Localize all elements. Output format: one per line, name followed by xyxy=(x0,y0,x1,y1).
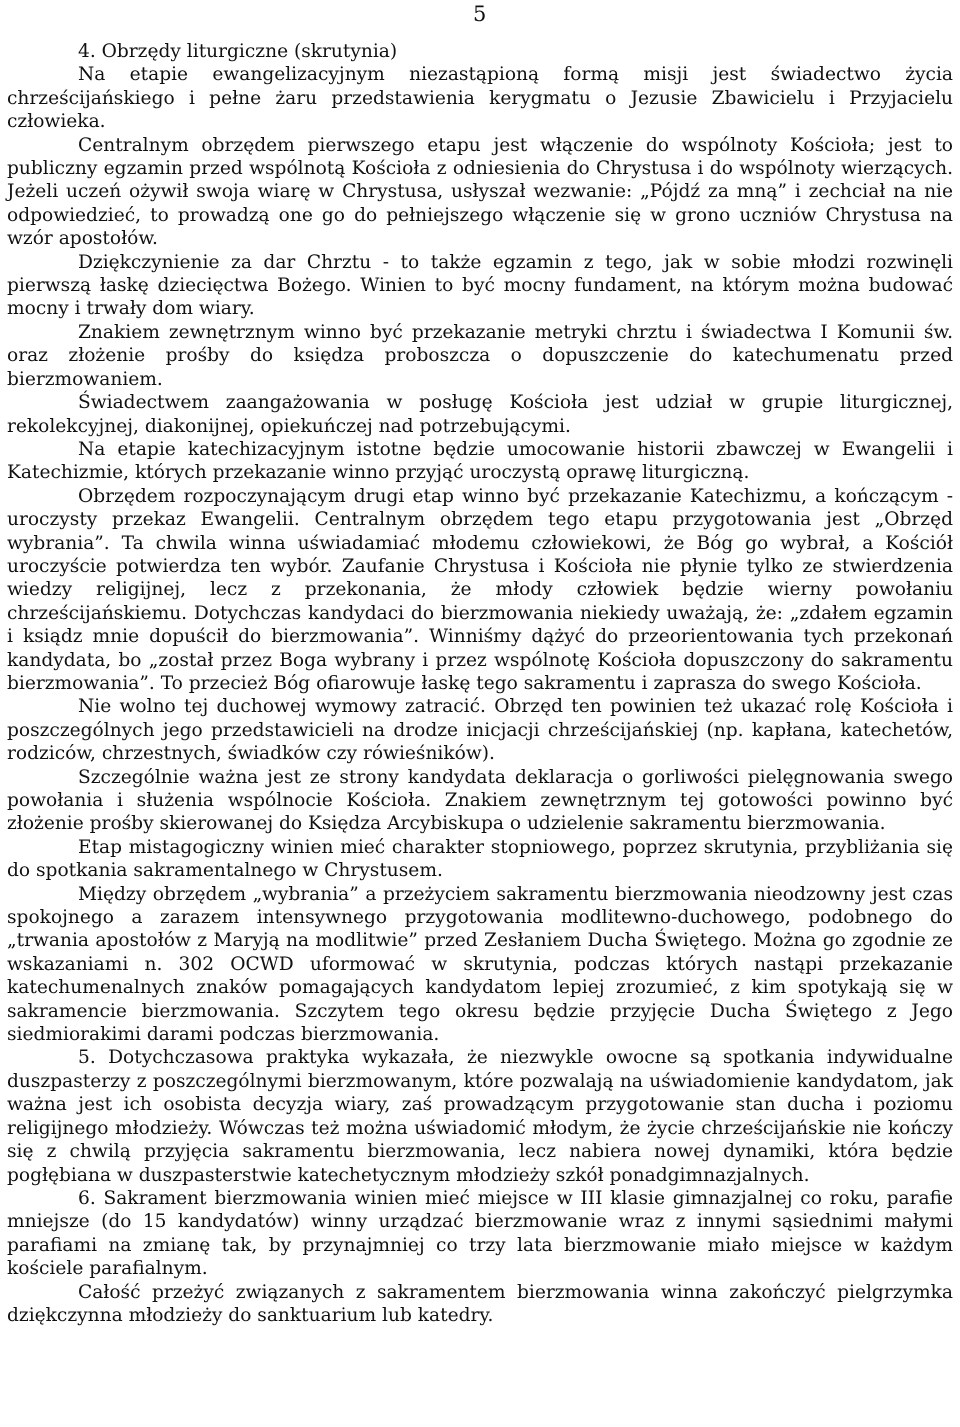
paragraph: Świadectwem zaangażowania w posługę Kościoła jest udział w grupie liturgicznej, rekolekcyjnej, diakonijnej, opiekuńczej nad potrzebującymi. xyxy=(7,392,953,437)
paragraph: Dziękczynienie za dar Chrztu - to także egzamin z tego, jak w sobie młodzi rozwinęli pierwszą łaskę dziecięctwa Bożego. Winien to być mocny fundament, na którym można budować mocny i trwały dom wiary. xyxy=(7,251,953,320)
paragraph-section-6: 6. Sakrament bierzmowania winien mieć miejsce w III klasie gimnazjalnej co roku, parafie mniejsze (do 15 kandydatów) winny urządzać bierzmowanie wraz z innymi sąsiednimi małymi parafiami na zmianę tak, by przynajmniej co trzy lata bierzmowanie miało miejsce w każdym kościele parafialnym. xyxy=(7,1187,953,1280)
paragraph-section-5: 5. Dotychczasowa praktyka wykazała, że niezwykle owocne są spotkania indywidualne duszpasterzy z poszczególnymi bierzmowanym, które pozwalają na uświadomienie kandydatom, jak ważna jest ich osobista decyzja wiary, zaś prowadzącym przygotowanie stan ducha i poziomu religijnego młodzieży. Wówczas też można uświadomić młodym, że życie chrześcijańskie nie kończy się z chwilą przyjęcia sakramentu bierzmowania, lecz nabiera nowej dynamiki, która będzie pogłębiana w duszpasterstwie katechetycznym młodzieży szkół ponadgimnazjalnych. xyxy=(7,1047,953,1186)
paragraph: Nie wolno tej duchowej wymowy zatracić. Obrzęd ten powinien też ukazać rolę Kościoła i poszczególnych jego przedstawicieli na drodze inicjacji chrześcijańskiej (np. kapłana, katechetów, rodziców, chrzestnych, świadków czy rówieśników). xyxy=(7,696,953,765)
paragraph: Na etapie ewangelizacyjnym niezastąpioną formą misji jest świadectwo życia chrześcijańskiego i pełne żaru przedstawienia kerygmatu o Jezusie Zbawicielu i Przyjacielu człowieka. xyxy=(7,64,953,133)
paragraph: Centralnym obrzędem pierwszego etapu jest włączenie do wspólnoty Kościoła; jest to publiczny egzamin przed wspólnotą Kościoła z odniesienia do Chrystusa i do wspólnoty wierzących. Jeżeli uczeń ożywił swoja wiarę w Chrystusa, usłyszał wezwanie: „Pójdź za mną” i zechciał na nie odpowiedzieć, to prowadzą one go do pełniejszego włączenie się w grono uczniów Chrystusa na wzór apostołów. xyxy=(7,134,953,250)
paragraph: Szczególnie ważna jest ze strony kandydata deklaracja o gorliwości pielęgnowania swego powołania i służenia wspólnocie Kościoła. Znakiem zewnętrznym tej gotowości powinno być złożenie prośby skierowanej do Księdza Arcybiskupa o udzielenie sakramentu bierzmowania. xyxy=(7,766,953,835)
paragraph: Etap mistagogiczny winien mieć charakter stopniowego, poprzez skrutynia, przybliżania się do spotkania sakramentalnego w Chrystusem. xyxy=(7,836,953,882)
page-number: 5 xyxy=(473,2,487,26)
paragraph: Całość przeżyć związanych z sakramentem bierzmowania winna zakończyć pielgrzymka dziękczynna młodzieży do sanktuarium lub katedry. xyxy=(7,1281,953,1326)
paragraph: Między obrzędem „wybrania” a przeżyciem sakramentu bierzmowania nieodzowny jest czas spokojnego a zarazem intensywnego przygotowania modlitewno-duchowego, podobnego do „trwania apostołów z Maryją na modlitwie” przed Zesłaniem Ducha Świętego. Można go zgodnie ze wskazaniami n. 302 OCWD uformować w skrutynia, podczas których nastąpi przekazanie katechumenalnych znaków pomagających kandydatom lepiej zrozumieć, z kim spotykają się w sakramencie bierzmowania. Szczytem tego okresu będzie przyjęcie Ducha Świętego z Jego siedmiorakimi darami podczas bierzmowania. xyxy=(7,883,953,1046)
paragraph: Znakiem zewnętrznym winno być przekazanie metryki chrztu i świadectwa I Komunii św. oraz złożenie prośby do księdza proboszcza o dopuszczenie do katechumenatu przed bierzmowaniem. xyxy=(7,321,953,390)
paragraph: Obrzędem rozpoczynającym drugi etap winno być przekazanie Katechizmu, a kończącym - uroczysty przekaz Ewangelii. Centralnym obrzędem tego etapu przygotowania jest „Obrzęd wybrania”. Ta chwila winna uświadamiać młodemu człowiekowi, że Bóg go wybrał, a Kościół uroczyście potwierdza ten wybór. Zaufanie Chrystusa i Kościoła nie płynie tylko ze stwierdzenia wiedzy religijnej, lecz z przekonania, że młody człowiek będzie wierny powołaniu chrześcijańskiemu. Dotychczas kandydaci do bierzmowania niekiedy uważają, że: „zdałem egzamin i ksiądz mnie dopuścił do bierzmowania”. Winniśmy dążyć do przeorientowania tych przekonań kandydata, bo „został przez Boga wybrany i przez wspólnotę Kościoła dopuszczony do sakramentu bierzmowania”. To przecież Bóg ofiarowuje łaskę tego sakramentu i zaprasza do swego Kościoła. xyxy=(7,485,953,694)
document-body xyxy=(7,40,953,1327)
paragraph-section-heading: 4. Obrzędy liturgiczne (skrutynia) xyxy=(78,41,398,62)
paragraph: Na etapie katechizacyjnym istotne będzie umocowanie historii zbawczej w Ewangelii i Katechizmie, których przekazanie winno przyjąć uroczystą oprawę liturgiczną. xyxy=(7,438,953,484)
